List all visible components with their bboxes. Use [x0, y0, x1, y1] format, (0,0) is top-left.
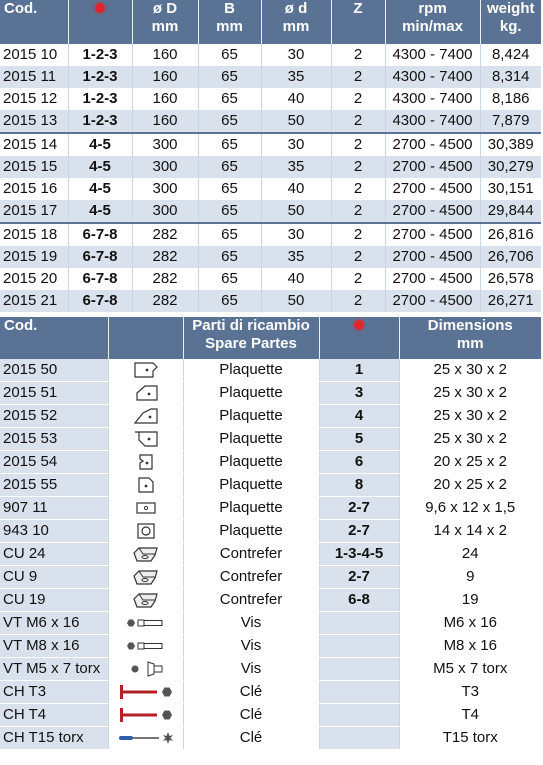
cell-z: 2 — [331, 290, 385, 312]
cell-part-code: CU 24 — [0, 543, 108, 566]
cell-diameter: 282 — [132, 246, 198, 268]
cell-part-figure: 6 — [319, 451, 399, 474]
cell-weight: 8,314 — [480, 66, 541, 88]
counterblade-icon — [109, 568, 183, 586]
table-row — [0, 727, 541, 750]
parts-col-dims-header: Dimensions mm — [399, 317, 541, 359]
cell-diameter: 282 — [132, 223, 198, 246]
torx-screw-icon — [109, 660, 183, 678]
insert-notch-corner-icon — [109, 430, 183, 448]
cell-part-name: Clé — [183, 704, 319, 727]
cell-weight: 26,271 — [480, 290, 541, 312]
cell-width: 65 — [198, 44, 261, 66]
cell-part-dims: 25 x 30 x 2 — [399, 359, 541, 382]
cell-part-icon — [108, 451, 183, 474]
cell-cod: 2015 16 — [0, 178, 68, 200]
cell-part-figure — [319, 704, 399, 727]
table-row — [0, 451, 541, 474]
cell-cod: 2015 12 — [0, 88, 68, 110]
cell-part-icon — [108, 658, 183, 681]
cell-part-icon — [108, 520, 183, 543]
cell-weight: 26,578 — [487, 270, 534, 287]
cell-figure: 6-7-8 — [68, 290, 132, 312]
col-diameter-header: ø D mm — [132, 0, 198, 44]
cell-part-code: 2015 51 — [0, 382, 108, 405]
cell-z: 2 — [331, 88, 385, 110]
cell-part-dims: M8 x 16 — [399, 635, 541, 658]
cell-part-name: Plaquette — [183, 359, 319, 382]
cell-figure: 1-2-3 — [68, 44, 132, 66]
cell-figure: 6-7-8 — [68, 268, 132, 290]
cell-rpm: 4300 - 7400 — [385, 44, 480, 66]
cell-part-code: VT M6 x 16 — [0, 612, 108, 635]
cell-rpm: 4300 - 7400 — [385, 66, 480, 88]
insert-small-notch-icon — [109, 453, 183, 471]
cell-part-figure: 8 — [319, 474, 399, 497]
cell-rpm: 4300 - 7400 — [385, 110, 480, 133]
cell-bore: 30 — [261, 133, 331, 156]
cell-rpm: 2700 - 4500 — [385, 223, 480, 246]
cell-part-dims: 20 x 25 x 2 — [399, 474, 541, 497]
table-row — [0, 612, 541, 635]
cell-diameter: 160 — [132, 44, 198, 66]
cell-rpm: 2700 - 4500 — [385, 133, 480, 156]
cell-rpm: 2700 - 4500 — [385, 290, 480, 312]
table-row — [0, 520, 541, 543]
cell-figure: 6-7-8 — [68, 223, 132, 246]
cell-width: 65 — [198, 200, 261, 223]
cell-rpm: 2700 - 4500 — [385, 246, 480, 268]
cell-part-icon — [108, 474, 183, 497]
cell-weight: 7,879 — [480, 110, 541, 133]
cell-part-figure: 4 — [319, 405, 399, 428]
col-width-header: B mm — [198, 0, 261, 44]
insert-rect-dot-icon — [109, 501, 183, 515]
cell-part-name: Vis — [183, 658, 319, 681]
cell-z: 2 — [331, 156, 385, 178]
col-rpm-header: rpm min/max — [385, 0, 480, 44]
table-row — [0, 474, 541, 497]
cell-figure: 1-2-3 — [68, 110, 132, 133]
cell-part-name: Vis — [183, 635, 319, 658]
cutterhead-spec-table — [0, 0, 541, 312]
table-row — [0, 246, 541, 268]
cell-part-name: Plaquette — [183, 382, 319, 405]
cell-part-dims: 9,6 x 12 x 1,5 — [399, 497, 541, 520]
cell-part-code: CU 9 — [0, 566, 108, 589]
cell-part-figure — [319, 658, 399, 681]
cell-part-name: Plaquette — [183, 405, 319, 428]
cell-part-code: 943 10 — [0, 520, 108, 543]
cell-part-name: Vis — [183, 612, 319, 635]
table-row — [0, 543, 541, 566]
cell-diameter: 282 — [132, 268, 198, 290]
cell-part-dims: T3 — [399, 681, 541, 704]
table-row — [0, 359, 541, 382]
cell-z: 2 — [331, 178, 385, 200]
cell-bore: 40 — [261, 268, 331, 290]
cell-part-icon — [108, 382, 183, 405]
cell-width: 65 — [198, 66, 261, 88]
cell-part-code: 2015 52 — [0, 405, 108, 428]
cell-weight: 29,844 — [480, 200, 541, 223]
cell-bore: 50 — [261, 110, 331, 133]
figure-marker-icon — [354, 320, 364, 330]
cell-weight: 30,389 — [480, 133, 541, 156]
insert-bevel-icon — [109, 407, 183, 425]
cell-width: 65 — [198, 268, 261, 290]
cell-width: 65 — [198, 246, 261, 268]
cell-part-name: Contrefer — [183, 566, 319, 589]
cell-part-icon — [108, 727, 183, 750]
cell-weight: 8,424 — [491, 46, 530, 63]
col-weight-header: weight kg. — [480, 0, 541, 44]
cell-part-icon — [108, 566, 183, 589]
cell-part-name: Clé — [183, 681, 319, 704]
cell-z: 2 — [331, 66, 385, 88]
counterblade-icon — [109, 591, 183, 609]
cell-width: 65 — [198, 223, 261, 246]
cell-bore: 35 — [261, 156, 331, 178]
cell-rpm: 4300 - 7400 — [385, 88, 480, 110]
cell-figure: 4-5 — [68, 133, 132, 156]
cell-part-name: Plaquette — [183, 428, 319, 451]
cell-weight: 30,279 — [480, 156, 541, 178]
cell-diameter: 160 — [132, 110, 198, 133]
screw-icon — [109, 617, 183, 629]
cell-diameter: 300 — [132, 156, 198, 178]
cell-part-dims: T15 torx — [399, 727, 541, 750]
cell-part-figure: 3 — [319, 382, 399, 405]
table-row — [0, 290, 541, 312]
table-row — [0, 566, 541, 589]
cell-part-figure — [319, 681, 399, 704]
table-row — [0, 110, 541, 133]
table-row — [0, 66, 541, 88]
cell-part-icon — [108, 543, 183, 566]
cell-diameter: 300 — [132, 178, 198, 200]
parts-header-row — [0, 317, 541, 359]
cell-cod: 2015 11 — [0, 66, 68, 88]
cell-part-name: Clé — [183, 727, 319, 750]
cell-width: 65 — [198, 110, 261, 133]
cell-z: 2 — [331, 110, 385, 133]
cell-figure: 4-5 — [68, 156, 132, 178]
insert-notch-right-icon — [109, 361, 183, 379]
insert-square-icon — [109, 522, 183, 540]
insert-small-corner-icon — [109, 476, 183, 494]
parts-col-icon-header — [108, 317, 183, 359]
cell-bore: 40 — [261, 88, 331, 110]
cell-part-code: CU 19 — [0, 589, 108, 612]
col-figure-header — [68, 0, 132, 44]
cell-part-figure: 2-7 — [319, 520, 399, 543]
cell-part-icon — [108, 497, 183, 520]
table-row — [0, 223, 541, 246]
cell-part-figure: 2-7 — [319, 497, 399, 520]
cell-figure: 4-5 — [68, 178, 132, 200]
cell-part-code: VT M5 x 7 torx — [0, 658, 108, 681]
cell-cod: 2015 10 — [0, 44, 68, 66]
cell-part-icon — [108, 704, 183, 727]
cell-part-figure: 1-3-4-5 — [319, 543, 399, 566]
table-row — [0, 405, 541, 428]
cell-figure: 1-2-3 — [68, 66, 132, 88]
cell-part-figure: 6-8 — [319, 589, 399, 612]
cell-part-figure — [319, 727, 399, 750]
cell-rpm: 2700 - 4500 — [385, 178, 480, 200]
cell-bore: 50 — [261, 290, 331, 312]
cell-part-dims: M5 x 7 torx — [399, 658, 541, 681]
cell-z: 2 — [331, 44, 385, 66]
cell-part-dims: 25 x 30 x 2 — [399, 382, 541, 405]
table-row — [0, 704, 541, 727]
cell-part-code: CH T15 torx — [0, 727, 108, 750]
cell-part-name: Plaquette — [183, 451, 319, 474]
cell-part-dims: 25 x 30 x 2 — [399, 405, 541, 428]
table-row — [0, 635, 541, 658]
cell-part-name: Plaquette — [183, 497, 319, 520]
cell-part-dims: 20 x 25 x 2 — [399, 451, 541, 474]
cell-part-code: 2015 50 — [0, 359, 108, 382]
cell-width: 65 — [198, 290, 261, 312]
cell-bore: 30 — [261, 223, 331, 246]
hex-key-icon — [109, 683, 183, 701]
cell-part-code: 2015 55 — [0, 474, 108, 497]
cell-z: 2 — [331, 133, 385, 156]
cell-width: 65 — [198, 133, 261, 156]
table-row — [0, 88, 541, 110]
cell-diameter: 300 — [132, 133, 198, 156]
cell-part-figure — [319, 635, 399, 658]
cell-part-icon — [108, 589, 183, 612]
table-row — [0, 658, 541, 681]
cell-cod: 2015 18 — [0, 223, 68, 246]
table-row — [0, 200, 541, 223]
cell-width: 65 — [198, 178, 261, 200]
cell-part-figure: 5 — [319, 428, 399, 451]
cell-cod: 2015 20 — [0, 268, 68, 290]
col-z-header: Z — [331, 0, 385, 44]
cell-part-figure: 1 — [319, 359, 399, 382]
cell-part-code: 2015 54 — [0, 451, 108, 474]
cell-z: 2 — [331, 268, 385, 290]
spec-header-row — [0, 0, 541, 44]
cell-figure: 4-5 — [68, 200, 132, 223]
spare-parts-table — [0, 317, 541, 750]
torx-screwdriver-icon — [109, 729, 183, 747]
hex-key-icon — [109, 706, 183, 724]
cell-part-figure: 2-7 — [319, 566, 399, 589]
cell-rpm: 2700 - 4500 — [385, 200, 480, 223]
cell-z: 2 — [331, 223, 385, 246]
cell-width: 65 — [198, 156, 261, 178]
cell-bore: 35 — [261, 246, 331, 268]
table-row — [0, 428, 541, 451]
cell-part-code: 907 11 — [0, 497, 108, 520]
cell-part-dims: M6 x 16 — [399, 612, 541, 635]
col-bore-header: ø d mm — [261, 0, 331, 44]
cell-cod: 2015 17 — [0, 200, 68, 223]
cell-bore: 35 — [261, 66, 331, 88]
cell-rpm: 2700 - 4500 — [385, 268, 480, 290]
cell-diameter: 282 — [132, 290, 198, 312]
cell-part-icon — [108, 635, 183, 658]
cell-part-name: Contrefer — [183, 589, 319, 612]
cell-part-code: CH T4 — [0, 704, 108, 727]
counterblade-icon — [109, 545, 183, 563]
cell-cod: 2015 13 — [0, 110, 68, 133]
cell-part-code: 2015 53 — [0, 428, 108, 451]
cell-diameter: 160 — [132, 66, 198, 88]
cell-part-icon — [108, 359, 183, 382]
cell-weight: 8,186 — [491, 90, 530, 107]
cell-cod: 2015 14 — [0, 133, 68, 156]
cell-weight: 26,706 — [480, 246, 541, 268]
figure-marker-icon — [95, 3, 105, 13]
cell-weight: 26,816 — [480, 223, 541, 246]
screw-icon — [109, 640, 183, 652]
cell-part-figure — [319, 612, 399, 635]
table-row — [0, 497, 541, 520]
cell-part-dims: 24 — [399, 543, 541, 566]
cell-cod: 2015 19 — [0, 246, 68, 268]
cell-figure: 6-7-8 — [68, 246, 132, 268]
cell-bore: 40 — [261, 178, 331, 200]
cell-diameter: 300 — [132, 200, 198, 223]
parts-col-name-header: Parti di ricambio Spare Partes — [183, 317, 319, 359]
cell-part-code: CH T3 — [0, 681, 108, 704]
cell-cod: 2015 15 — [0, 156, 68, 178]
cell-z: 2 — [331, 200, 385, 223]
cell-part-code: VT M8 x 16 — [0, 635, 108, 658]
cell-diameter: 160 — [132, 88, 198, 110]
cell-cod: 2015 21 — [0, 290, 68, 312]
cell-part-icon — [108, 405, 183, 428]
table-row — [0, 178, 541, 200]
cell-part-icon — [108, 681, 183, 704]
table-row — [0, 382, 541, 405]
table-row — [0, 156, 541, 178]
cell-weight: 30,151 — [487, 180, 534, 197]
cell-part-dims: 19 — [399, 589, 541, 612]
col-cod-header: Cod. — [0, 0, 68, 44]
insert-notch-left-icon — [109, 384, 183, 402]
cell-z: 2 — [331, 246, 385, 268]
cell-width: 65 — [198, 88, 261, 110]
cell-part-name: Plaquette — [183, 474, 319, 497]
table-row — [0, 589, 541, 612]
table-row — [0, 681, 541, 704]
table-row — [0, 44, 541, 66]
cell-part-dims: 9 — [399, 566, 541, 589]
cell-part-dims: 25 x 30 x 2 — [399, 428, 541, 451]
parts-col-cod-header: Cod. — [0, 317, 108, 359]
cell-part-icon — [108, 428, 183, 451]
cell-part-dims: T4 — [399, 704, 541, 727]
cell-rpm: 2700 - 4500 — [385, 156, 480, 178]
table-row — [0, 133, 541, 156]
parts-col-figure-header — [319, 317, 399, 359]
cell-figure: 1-2-3 — [68, 88, 132, 110]
cell-part-icon — [108, 612, 183, 635]
cell-part-name: Contrefer — [183, 543, 319, 566]
cell-bore: 50 — [261, 200, 331, 223]
cell-part-name: Plaquette — [183, 520, 319, 543]
cell-part-dims: 14 x 14 x 2 — [399, 520, 541, 543]
table-row — [0, 268, 541, 290]
cell-bore: 30 — [261, 44, 331, 66]
